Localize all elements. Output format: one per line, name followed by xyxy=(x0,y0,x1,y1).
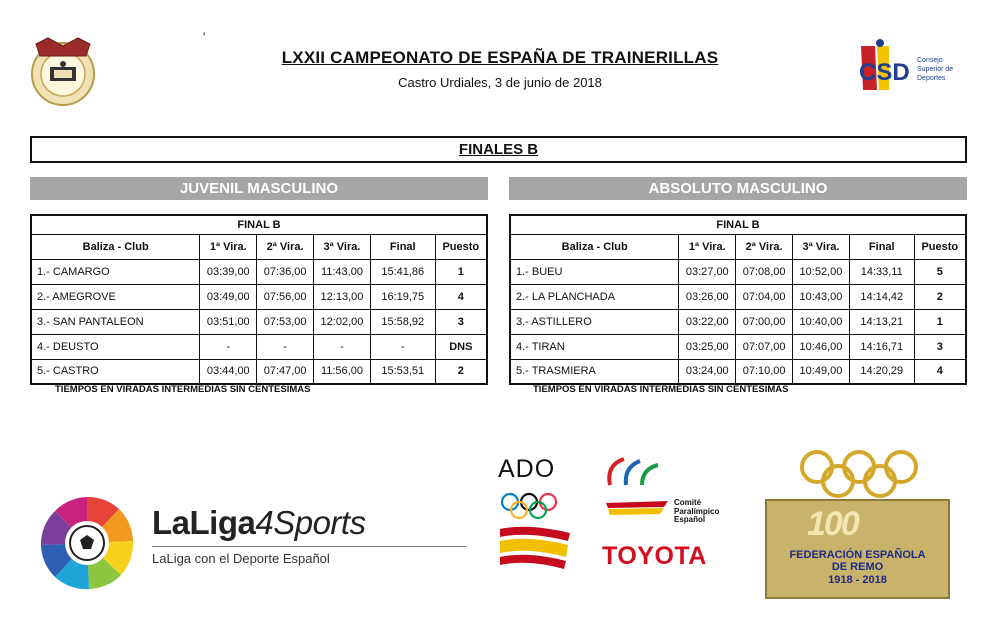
federacion-centenary-logo xyxy=(765,449,950,599)
stray-mark: ' xyxy=(203,30,206,44)
club-cell: 4.- DEUSTO xyxy=(31,334,200,359)
time-cell: 07:07,00 xyxy=(736,334,793,359)
position-cell: 5 xyxy=(914,259,966,284)
page-title: LXXII CAMPEONATO DE ESPAÑA DE TRAINERILLAS xyxy=(281,48,719,67)
paralimpico-flag-icon xyxy=(604,499,670,519)
position-cell: 3 xyxy=(435,309,487,334)
time-cell: 03:25,00 xyxy=(679,334,736,359)
results-table-juvenil xyxy=(30,214,488,385)
time-cell: 07:00,00 xyxy=(736,309,793,334)
results-table-absoluto xyxy=(509,214,967,385)
paralimpico-text xyxy=(674,499,719,525)
column-header: Final xyxy=(370,234,435,259)
olympic-rings-gold-icon xyxy=(795,449,925,501)
time-cell: 10:46,00 xyxy=(793,334,850,359)
final-time-cell: 15:53,51 xyxy=(370,359,435,384)
csd-logo-icon xyxy=(855,38,965,98)
position-cell: DNS xyxy=(435,334,487,359)
column-header: 2ª Vira. xyxy=(257,234,314,259)
laliga-wordmark xyxy=(152,504,366,542)
time-cell: 07:53,00 xyxy=(257,309,314,334)
club-cell: 3.- SAN PANTALEON xyxy=(31,309,200,334)
federacion-years: 1918 - 2018 xyxy=(828,574,887,586)
federacion-plate xyxy=(765,499,950,599)
club-cell: 5.- TRASMIERA xyxy=(510,359,679,384)
section-title-box xyxy=(30,136,967,163)
time-cell: 03:24,00 xyxy=(679,359,736,384)
divider xyxy=(152,546,466,547)
laliga-name-bold: LaLiga xyxy=(152,504,256,541)
paralympic-agitos-icon xyxy=(604,455,664,491)
centenary-mark: 100 xyxy=(807,505,858,543)
club-cell: 1.- BUEU xyxy=(510,259,679,284)
table-row xyxy=(31,284,487,309)
time-cell: - xyxy=(200,334,257,359)
column-header: 2ª Vira. xyxy=(736,234,793,259)
ado-text: ADO xyxy=(498,455,556,483)
time-cell: - xyxy=(314,334,371,359)
spain-flag-stripes-icon xyxy=(498,525,573,575)
position-cell: 4 xyxy=(435,284,487,309)
time-cell: 07:36,00 xyxy=(257,259,314,284)
paralimpico-line2: Paralímpico xyxy=(674,506,720,516)
position-cell: 2 xyxy=(435,359,487,384)
time-cell: 03:51,00 xyxy=(200,309,257,334)
csd-line1: Consejo xyxy=(917,57,943,64)
csd-line3: Deportes xyxy=(917,75,946,82)
time-cell: 07:04,00 xyxy=(736,284,793,309)
table-row xyxy=(31,359,487,384)
paralimpico-line3: Español xyxy=(674,515,706,524)
time-cell: 12:13,00 xyxy=(314,284,371,309)
paralimpico-toyota-logos xyxy=(600,455,750,575)
laliga-name-thin: 4Sports xyxy=(255,504,366,541)
table-row xyxy=(31,309,487,334)
table-note-absoluto: TIEMPOS EN VIRADAS INTERMEDIAS SIN CENTÉSIMAS xyxy=(533,384,789,395)
csd-mark: CSD xyxy=(859,59,910,86)
table-row xyxy=(31,334,487,359)
laliga-ball-icon xyxy=(33,493,141,593)
section-title: FINALES B xyxy=(458,141,539,158)
column-header: Puesto xyxy=(914,234,966,259)
time-cell: 03:39,00 xyxy=(200,259,257,284)
paralimpico-line1: Comité xyxy=(674,498,702,507)
final-time-cell: 14:13,21 xyxy=(849,309,914,334)
final-time-cell: - xyxy=(370,334,435,359)
time-cell: 03:49,00 xyxy=(200,284,257,309)
time-cell: 10:40,00 xyxy=(793,309,850,334)
category-bar-juvenil: JUVENIL MASCULINO xyxy=(30,177,488,200)
club-cell: 2.- AMEGROVE xyxy=(31,284,200,309)
table-row xyxy=(510,309,966,334)
time-cell: 11:43,00 xyxy=(314,259,371,284)
time-cell: 10:52,00 xyxy=(793,259,850,284)
table-caption: FINAL B xyxy=(510,215,966,234)
time-cell: 07:10,00 xyxy=(736,359,793,384)
time-cell: 03:44,00 xyxy=(200,359,257,384)
column-header: Baliza - Club xyxy=(510,234,679,259)
column-header: Puesto xyxy=(435,234,487,259)
final-time-cell: 14:20,29 xyxy=(849,359,914,384)
time-cell: 10:49,00 xyxy=(793,359,850,384)
federacion-rowing-seal-icon xyxy=(28,34,98,108)
ado-logo xyxy=(498,455,588,575)
final-time-cell: 16:19,75 xyxy=(370,284,435,309)
olympic-rings-icon xyxy=(498,492,578,522)
table-row xyxy=(510,334,966,359)
column-header: Final xyxy=(849,234,914,259)
time-cell: 12:02,00 xyxy=(314,309,371,334)
position-cell: 1 xyxy=(914,309,966,334)
table-note-juvenil: TIEMPOS EN VIRADAS INTERMEDIAS SIN CENTÉSIMAS xyxy=(55,384,311,395)
final-time-cell: 15:58,92 xyxy=(370,309,435,334)
club-cell: 2.- LA PLANCHADA xyxy=(510,284,679,309)
position-cell: 4 xyxy=(914,359,966,384)
table-row xyxy=(510,284,966,309)
club-cell: 4.- TIRAN xyxy=(510,334,679,359)
time-cell: 07:08,00 xyxy=(736,259,793,284)
time-cell: 03:26,00 xyxy=(679,284,736,309)
column-header: 3ª Vira. xyxy=(314,234,371,259)
column-header: 3ª Vira. xyxy=(793,234,850,259)
club-cell: 3.- ASTILLERO xyxy=(510,309,679,334)
time-cell: 07:56,00 xyxy=(257,284,314,309)
table-row xyxy=(31,259,487,284)
time-cell: 03:27,00 xyxy=(679,259,736,284)
federacion-name-line2: DE REMO xyxy=(831,561,884,573)
final-time-cell: 15:41,86 xyxy=(370,259,435,284)
federacion-name xyxy=(767,549,948,573)
time-cell: 03:22,00 xyxy=(679,309,736,334)
table-caption: FINAL B xyxy=(31,215,487,234)
final-time-cell: 14:33,11 xyxy=(849,259,914,284)
position-cell: 1 xyxy=(435,259,487,284)
position-cell: 2 xyxy=(914,284,966,309)
time-cell: 11:56,00 xyxy=(314,359,371,384)
column-header: Baliza - Club xyxy=(31,234,200,259)
position-cell: 3 xyxy=(914,334,966,359)
final-time-cell: 14:14,42 xyxy=(849,284,914,309)
time-cell: 10:43,00 xyxy=(793,284,850,309)
page-subtitle: Castro Urdiales, 3 de junio de 2018 xyxy=(398,75,602,90)
laliga-tagline: LaLiga con el Deporte Español xyxy=(152,551,330,566)
table-row xyxy=(510,259,966,284)
time-cell: - xyxy=(257,334,314,359)
club-cell: 1.- CAMARGO xyxy=(31,259,200,284)
federacion-name-line1: FEDERACIÓN ESPAÑOLA xyxy=(789,549,926,561)
table-row xyxy=(510,359,966,384)
toyota-logo: TOYOTA xyxy=(602,542,707,570)
csd-line2: Superior de xyxy=(917,66,954,73)
category-bar-absoluto: ABSOLUTO MASCULINO xyxy=(509,177,967,200)
time-cell: 07:47,00 xyxy=(257,359,314,384)
final-time-cell: 14:16,71 xyxy=(849,334,914,359)
club-cell: 5.- CASTRO xyxy=(31,359,200,384)
column-header: 1ª Vira. xyxy=(679,234,736,259)
column-header: 1ª Vira. xyxy=(200,234,257,259)
